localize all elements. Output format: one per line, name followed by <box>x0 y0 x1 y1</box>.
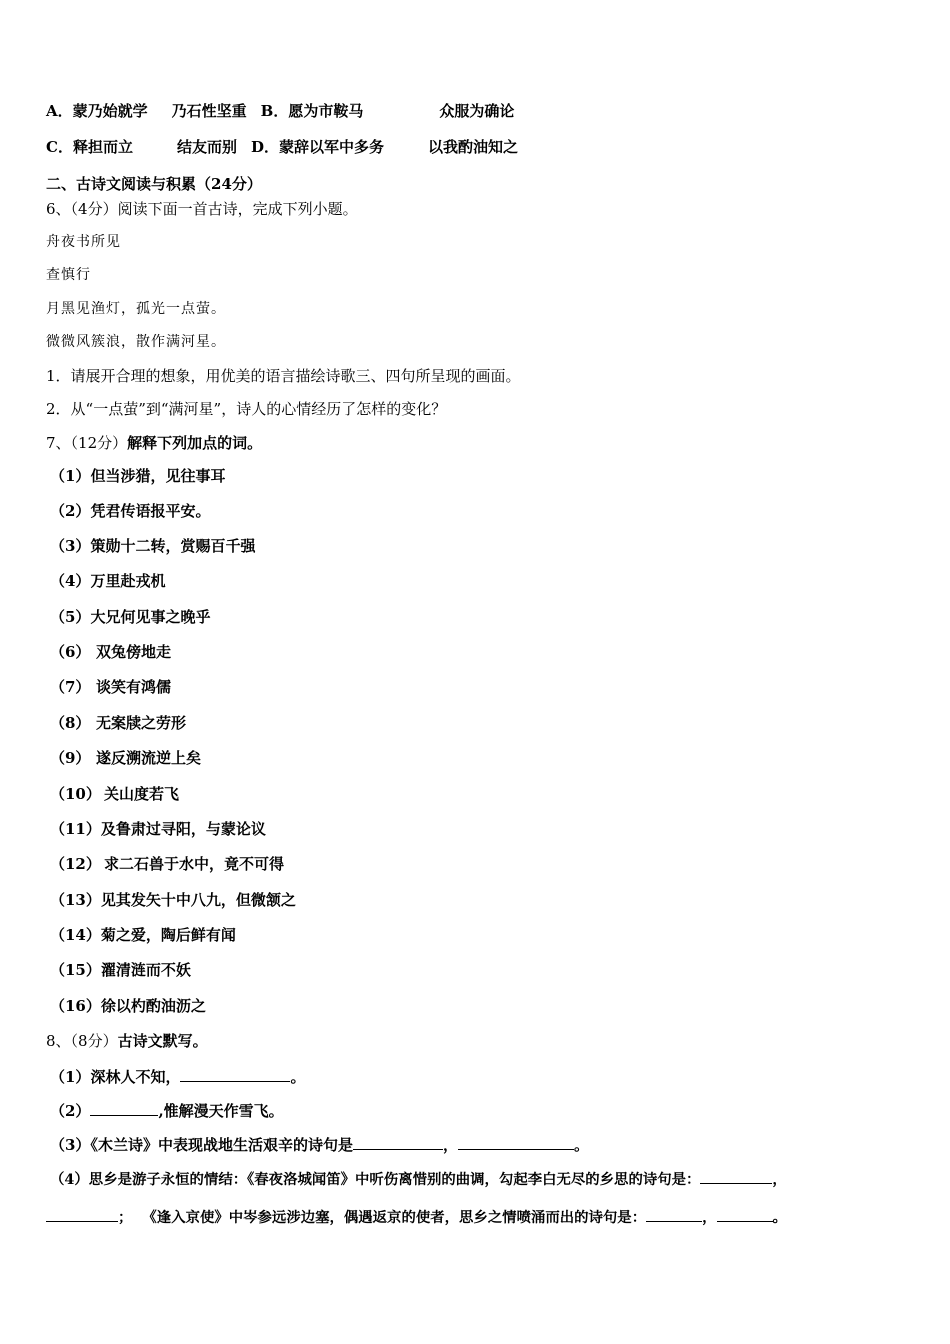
q8-line-3-end: 。 <box>573 1136 589 1154</box>
q7-stem-text: 解释下列加点的词。 <box>127 434 263 452</box>
q8-line-5-sep2: ， <box>702 1209 717 1226</box>
q7-item-num: （4） <box>50 572 91 590</box>
q7-item-text: 万里赴戎机 <box>90 572 166 590</box>
option-b-item2: 众服为确论 <box>439 102 515 120</box>
answer-blank[interactable] <box>700 1168 772 1184</box>
q7-item-text: 见其发矢十中八九，但微颔之 <box>100 891 296 909</box>
q7-stem <box>46 433 262 453</box>
answer-blank[interactable] <box>180 1066 290 1082</box>
option-c-label: C． <box>46 138 73 156</box>
answer-blank[interactable] <box>353 1134 443 1150</box>
q7-item-text: 凭君传语报平安。 <box>90 502 211 520</box>
option-d-item1: 蒙辞以军中多务 <box>279 138 385 156</box>
q7-item <box>50 784 179 804</box>
q7-item <box>50 536 255 556</box>
answer-blank[interactable] <box>46 1206 118 1222</box>
answer-blank[interactable] <box>458 1134 574 1150</box>
q7-item <box>50 854 284 874</box>
option-c-item1: 释担而立 <box>72 138 133 156</box>
q8-line-5-end: 。 <box>772 1209 787 1226</box>
q7-item-num: （6） <box>50 643 91 661</box>
q7-item <box>50 925 236 945</box>
q7-item-text: 濯清涟而不妖 <box>100 961 191 979</box>
option-row-cd <box>46 137 518 157</box>
q7-item-num: （1） <box>50 467 91 485</box>
q7-item <box>50 607 210 627</box>
option-a-label: A． <box>46 102 73 120</box>
q8-line-4-num: （4） <box>50 1171 89 1188</box>
q7-item-num: （16） <box>50 997 101 1015</box>
q6-sub-1: 1．请展开合理的想象，用优美的语言描绘诗歌三、四句所呈现的画面。 <box>46 367 521 385</box>
q7-item <box>50 466 225 486</box>
q7-item-text: 大兄何见事之晚乎 <box>90 608 211 626</box>
q7-item-text: 徐以杓酌油沥之 <box>100 997 206 1015</box>
q8-line-4-sep: ， <box>772 1171 787 1188</box>
q7-item <box>50 642 171 662</box>
option-d-label: D． <box>250 138 279 156</box>
q8-stem <box>46 1031 208 1051</box>
q7-item-text: 策勋十二转，赏赐百千强 <box>90 537 256 555</box>
q7-item-num: （15） <box>50 961 101 979</box>
section-title: 二、古诗文阅读与积累（24分） <box>46 175 262 193</box>
q7-item-text: 遂反溯流逆上矣 <box>96 749 202 767</box>
q8-line-3-num: （3） <box>50 1136 91 1154</box>
answer-blank[interactable] <box>90 1100 158 1116</box>
q8-stem-text: 古诗文默写。 <box>117 1032 208 1050</box>
q7-stem-prefix: 7、（12分） <box>46 434 128 452</box>
q8-line-5-text: 《逢入京使》中岑参远涉边塞，偶遇返京的使者，思乡之情喷涌而出的诗句是： <box>142 1209 647 1226</box>
q8-line-2-num: （2） <box>50 1102 91 1120</box>
option-d-item2: 以我酌油知之 <box>428 138 519 156</box>
q7-item-text: 无案牍之劳形 <box>96 714 187 732</box>
q6-stem: 6、（4分）阅读下面一首古诗，完成下列小题。 <box>46 200 358 218</box>
answer-blank[interactable] <box>646 1206 702 1222</box>
q7-item-text: 谈笑有鸿儒 <box>96 678 172 696</box>
option-c-item2: 结友而别 <box>176 138 237 156</box>
q7-item-num: （14） <box>50 926 101 944</box>
q8-line-2-text: ,惟解漫天作雪飞。 <box>158 1102 284 1120</box>
q7-item <box>50 713 186 733</box>
q7-item-num: （7） <box>50 678 91 696</box>
q7-item-num: （3） <box>50 537 91 555</box>
option-a-item2: 乃石性坚重 <box>171 102 247 120</box>
q8-line-4 <box>50 1168 787 1190</box>
q8-line-1-text: 深林人不知， <box>90 1068 181 1086</box>
q8-line-3-text: 《木兰诗》中表现战地生活艰辛的诗句是 <box>90 1136 353 1154</box>
q7-item-num: （10） <box>50 785 101 803</box>
q8-stem-prefix: 8、（8分） <box>46 1032 118 1050</box>
q7-item-num: （11） <box>50 820 101 838</box>
q8-line-5-sep: ； <box>118 1209 133 1226</box>
q7-item-num: （2） <box>50 502 91 520</box>
poem-line-1: 月黑见渔灯，孤光一点萤。 <box>46 301 226 317</box>
q7-item-num: （5） <box>50 608 91 626</box>
option-b-item1: 愿为市鞍马 <box>288 102 364 120</box>
q7-item-num: （13） <box>50 891 101 909</box>
answer-blank[interactable] <box>717 1206 773 1222</box>
q7-item-num: （8） <box>50 714 91 732</box>
q7-item <box>50 748 201 768</box>
q7-item-text: 及鲁肃过寻阳，与蒙论议 <box>100 820 266 838</box>
q8-line-1 <box>50 1066 305 1087</box>
poem-title: 舟夜书所见 <box>46 234 121 250</box>
q7-item-text: 双兔傍地走 <box>96 643 172 661</box>
option-b-label: B． <box>260 102 289 120</box>
q8-line-3 <box>50 1134 589 1155</box>
q8-line-5 <box>46 1206 787 1228</box>
option-a-item1: 蒙乃始就学 <box>72 102 148 120</box>
q7-item <box>50 571 165 591</box>
q7-item-text: 关山度若飞 <box>104 785 180 803</box>
q7-item <box>50 819 266 839</box>
q7-item <box>50 996 206 1016</box>
q8-line-1-num: （1） <box>50 1068 91 1086</box>
option-row-ab <box>46 101 514 121</box>
poem-author: 查慎行 <box>46 267 91 283</box>
poem-line-2: 微微风簇浪，散作满河星。 <box>46 334 226 350</box>
q8-line-2 <box>50 1100 284 1121</box>
q8-line-3-sep: ， <box>442 1136 458 1154</box>
q7-item-num: （12） <box>50 855 101 873</box>
q8-line-1-end: 。 <box>290 1068 306 1086</box>
q6-sub-2: 2．从“一点萤”到“满河星”，诗人的心情经历了怎样的变化？ <box>46 400 447 418</box>
q7-item-num: （9） <box>50 749 91 767</box>
q7-item-text: 求二石兽于水中，竟不可得 <box>104 855 285 873</box>
q7-item <box>50 890 296 910</box>
q7-item-text: 菊之爱，陶后鲜有闻 <box>100 926 236 944</box>
q7-item <box>50 960 191 980</box>
q7-item-text: 但当涉猎，见往事耳 <box>90 467 226 485</box>
q7-item <box>50 501 210 521</box>
q7-item <box>50 677 171 697</box>
q8-line-4-text: 思乡是游子永恒的情结：《春夜洛城闻笛》中听伤离惜别的曲调，勾起李白无尽的乡思的诗句是： <box>88 1171 701 1188</box>
